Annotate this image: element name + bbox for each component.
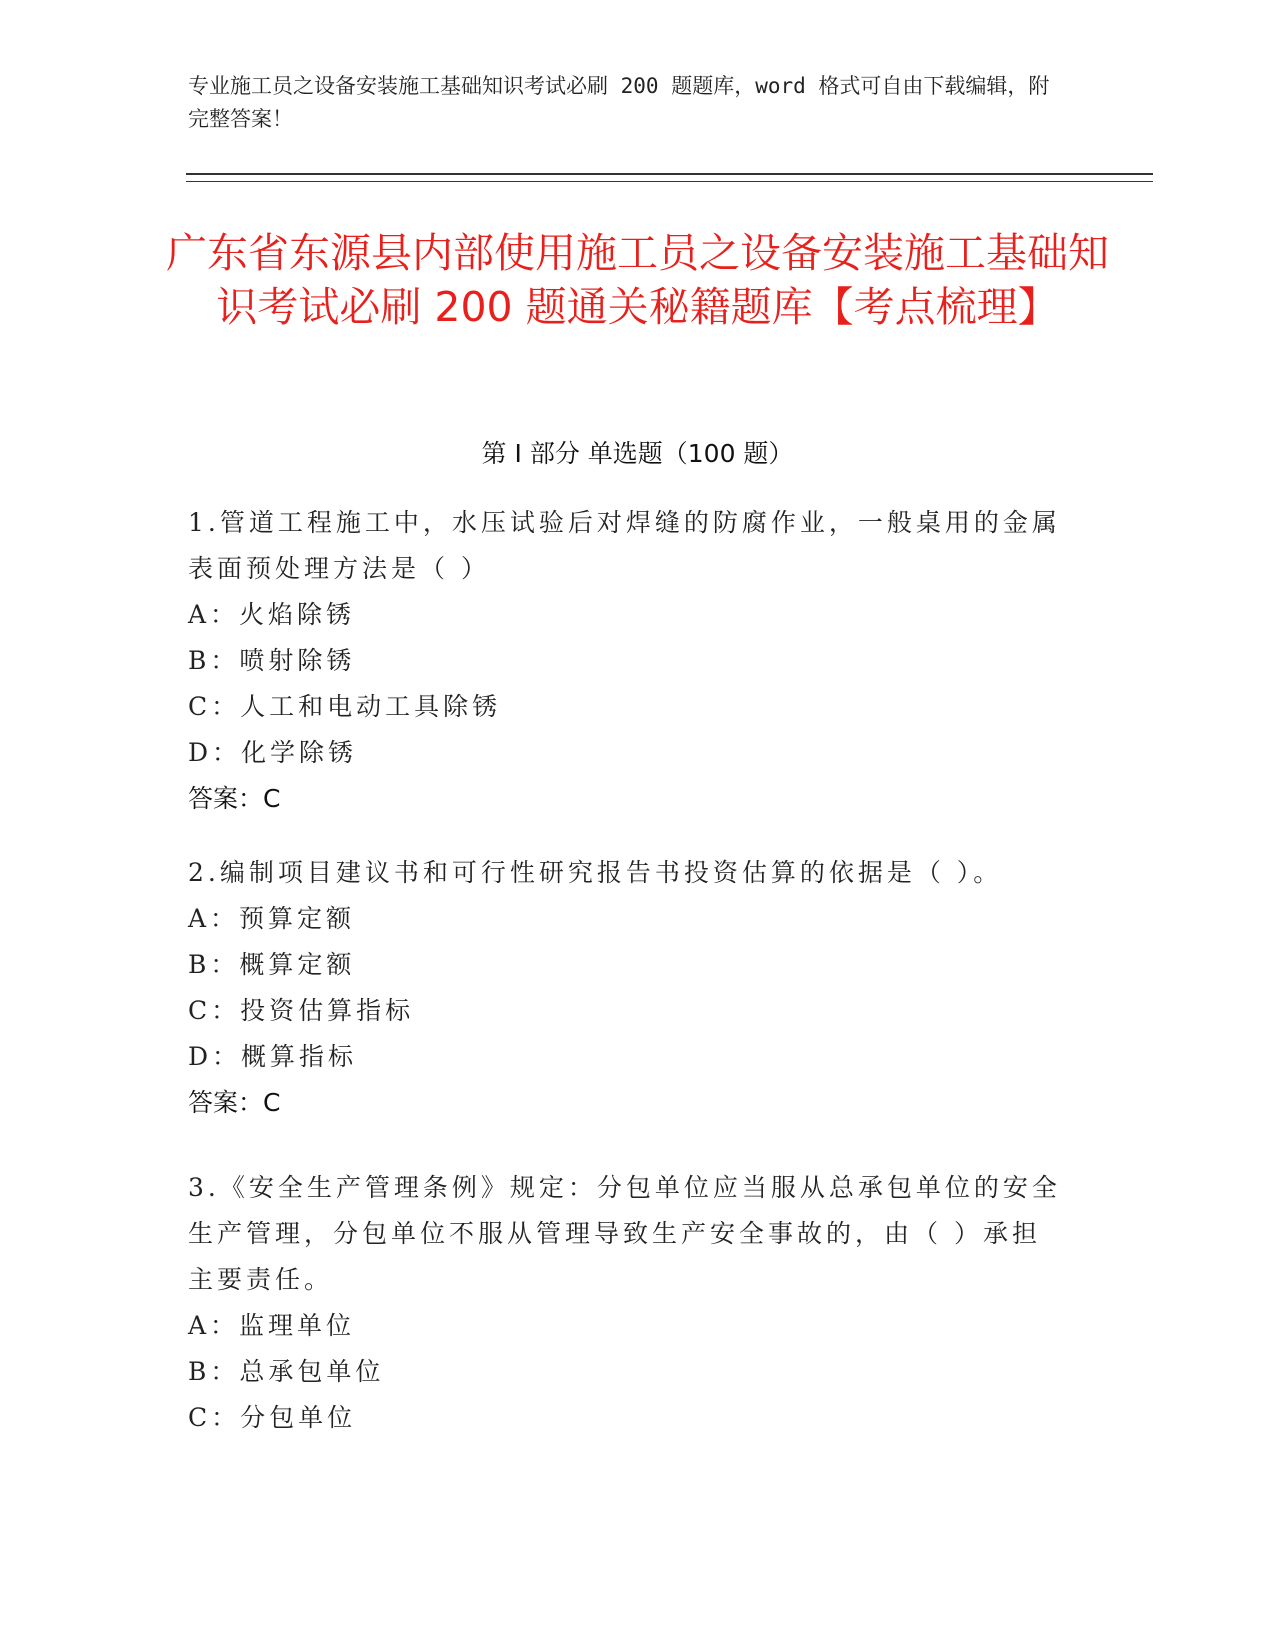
section-heading: 第 I 部分 单选题（100 题） — [481, 439, 794, 468]
header-divider-thin — [186, 181, 1153, 182]
question-1 — [188, 500, 1068, 822]
question-3 — [188, 1165, 1068, 1441]
option-d: D：化学除锈 — [188, 738, 358, 767]
option-c: C：人工和电动工具除锈 — [188, 692, 502, 721]
header-divider-thick — [186, 173, 1153, 175]
question-text: 3.《安全生产管理条例》规定：分包单位应当服从总承包单位的安全生产管理，分包单位不服从管理导致生产安全事故的，由（ ）承担主要责任。 — [188, 1173, 1061, 1294]
document-title: 广东省东源县内部使用施工员之设备安装施工基础知识考试必刷 200 题通关秘籍题库【考点梳理】 — [166, 229, 1109, 331]
option-d: D：概算指标 — [188, 1042, 358, 1071]
option-a: A：火焰除锈 — [188, 600, 356, 629]
option-a: A：预算定额 — [188, 904, 356, 933]
question-text: 1.管道工程施工中，水压试验后对焊缝的防腐作业，一般桌用的金属表面预处理方法是（ ） — [188, 508, 1061, 583]
answer: 答案：C — [188, 784, 281, 813]
option-a: A：监理单位 — [188, 1311, 356, 1340]
option-b: B：概算定额 — [188, 950, 356, 979]
option-b: B：总承包单位 — [188, 1357, 385, 1386]
answer: 答案：C — [188, 1088, 281, 1117]
option-c: C：分包单位 — [188, 1403, 357, 1432]
header-note: 专业施工员之设备安装施工基础知识考试必刷 200 题题库，word 格式可自由下载编辑，附完整答案！ — [188, 74, 1050, 131]
option-b: B：喷射除锈 — [188, 646, 356, 675]
question-text: 2.编制项目建议书和可行性研究报告书投资估算的依据是（ ）。 — [188, 858, 1003, 887]
option-c: C：投资估算指标 — [188, 996, 415, 1025]
question-2 — [188, 850, 1068, 1126]
